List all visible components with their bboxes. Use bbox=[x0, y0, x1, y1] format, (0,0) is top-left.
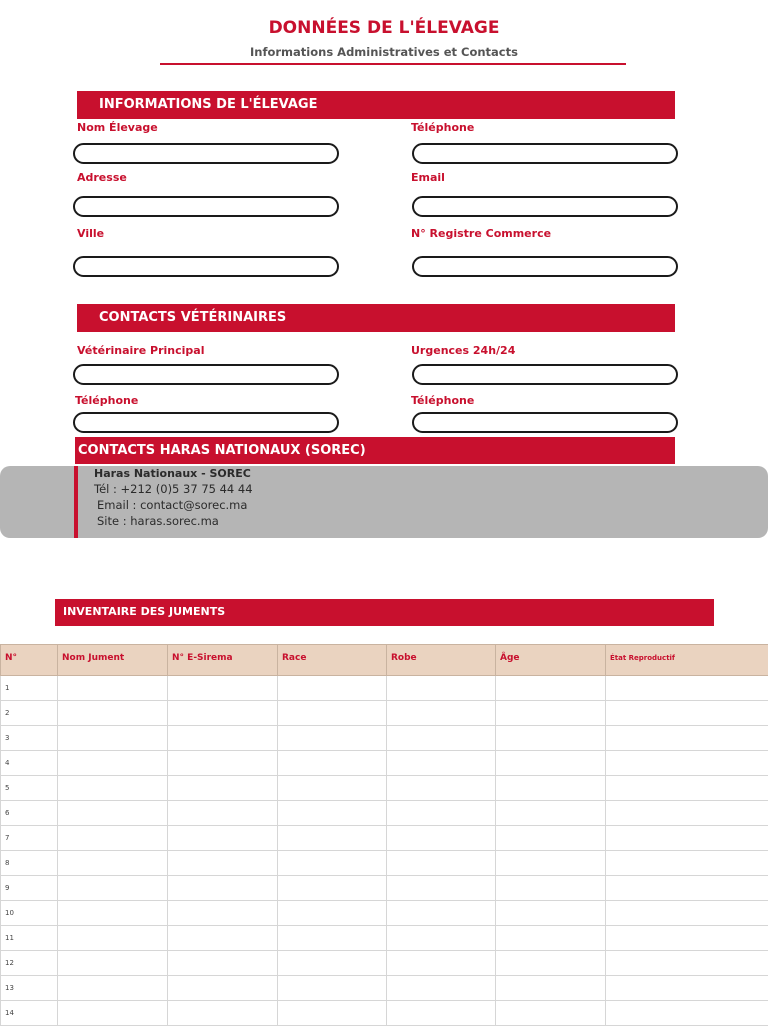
sorec-telephone: Tél : +212 (0)5 37 75 44 44 bbox=[94, 482, 253, 496]
table-cell[interactable] bbox=[58, 826, 168, 851]
label-telephone-veterinaire: Téléphone bbox=[75, 394, 138, 407]
table-cell[interactable] bbox=[278, 901, 387, 926]
table-cell[interactable] bbox=[58, 976, 168, 1001]
row-number: 4 bbox=[1, 751, 58, 776]
page-title: DONNÉES DE L'ÉLEVAGE bbox=[0, 18, 768, 38]
table-cell[interactable] bbox=[58, 851, 168, 876]
section-heading-elevage: INFORMATIONS DE L'ÉLEVAGE bbox=[77, 91, 675, 119]
row-number: 5 bbox=[1, 776, 58, 801]
label-nom-elevage: Nom Élevage bbox=[77, 121, 158, 134]
table-cell[interactable] bbox=[496, 726, 606, 751]
table-cell[interactable] bbox=[168, 876, 278, 901]
table-cell[interactable] bbox=[496, 901, 606, 926]
table-row bbox=[1, 726, 768, 751]
table-row bbox=[1, 976, 768, 1001]
table-cell[interactable] bbox=[496, 751, 606, 776]
table-cell[interactable] bbox=[58, 676, 168, 701]
table-cell[interactable] bbox=[278, 676, 387, 701]
table-cell[interactable] bbox=[168, 701, 278, 726]
row-number: 11 bbox=[1, 926, 58, 951]
table-cell[interactable] bbox=[278, 801, 387, 826]
table-cell[interactable] bbox=[496, 826, 606, 851]
email-field[interactable] bbox=[412, 196, 678, 217]
table-cell[interactable] bbox=[496, 926, 606, 951]
table-row bbox=[1, 876, 768, 901]
table-cell[interactable] bbox=[606, 676, 768, 701]
table-cell[interactable] bbox=[606, 876, 768, 901]
row-number: 2 bbox=[1, 701, 58, 726]
column-header-age: Âge bbox=[496, 645, 606, 676]
table-cell[interactable] bbox=[58, 701, 168, 726]
table-cell[interactable] bbox=[606, 751, 768, 776]
table-row bbox=[1, 826, 768, 851]
table-cell[interactable] bbox=[387, 676, 496, 701]
table-cell[interactable] bbox=[278, 876, 387, 901]
label-registre-commerce: N° Registre Commerce bbox=[411, 227, 551, 240]
page-subtitle: Informations Administratives et Contacts bbox=[0, 45, 768, 59]
column-header-nom-jument: Nom Jument bbox=[58, 645, 168, 676]
table-cell[interactable] bbox=[496, 801, 606, 826]
row-number: 13 bbox=[1, 976, 58, 1001]
row-number: 10 bbox=[1, 901, 58, 926]
row-number: 14 bbox=[1, 1001, 58, 1026]
table-cell[interactable] bbox=[606, 851, 768, 876]
title-divider bbox=[160, 63, 626, 65]
table-cell[interactable] bbox=[606, 901, 768, 926]
table-cell[interactable] bbox=[58, 926, 168, 951]
row-number: 9 bbox=[1, 876, 58, 901]
table-cell[interactable] bbox=[168, 1001, 278, 1026]
label-telephone-elevage: Téléphone bbox=[411, 121, 474, 134]
section-heading-veterinaires: CONTACTS VÉTÉRINAIRES bbox=[77, 304, 675, 332]
label-ville: Ville bbox=[77, 227, 104, 240]
table-cell[interactable] bbox=[387, 951, 496, 976]
column-header-etat-reproductif: État Reproductif bbox=[606, 645, 768, 676]
table-cell[interactable] bbox=[58, 751, 168, 776]
table-cell[interactable] bbox=[278, 726, 387, 751]
table-cell[interactable] bbox=[387, 726, 496, 751]
row-number: 8 bbox=[1, 851, 58, 876]
table-row bbox=[1, 801, 768, 826]
row-number: 6 bbox=[1, 801, 58, 826]
telephone-elevage-field[interactable] bbox=[412, 143, 678, 164]
table-cell[interactable] bbox=[168, 801, 278, 826]
table-cell[interactable] bbox=[58, 901, 168, 926]
section-heading-sorec: CONTACTS HARAS NATIONAUX (SOREC) bbox=[75, 437, 675, 464]
table-cell[interactable] bbox=[606, 926, 768, 951]
table-cell[interactable] bbox=[496, 676, 606, 701]
table-cell[interactable] bbox=[606, 801, 768, 826]
table-cell[interactable] bbox=[387, 801, 496, 826]
table-cell[interactable] bbox=[606, 776, 768, 801]
veterinaire-principal-field[interactable] bbox=[73, 364, 339, 385]
table-cell[interactable] bbox=[168, 851, 278, 876]
table-cell[interactable] bbox=[606, 951, 768, 976]
table-cell[interactable] bbox=[168, 951, 278, 976]
table-cell[interactable] bbox=[168, 776, 278, 801]
table-cell[interactable] bbox=[168, 726, 278, 751]
table-cell[interactable] bbox=[387, 701, 496, 726]
adresse-field[interactable] bbox=[73, 196, 339, 217]
table-row bbox=[1, 901, 768, 926]
table-cell[interactable] bbox=[496, 701, 606, 726]
table-cell[interactable] bbox=[387, 826, 496, 851]
table-cell[interactable] bbox=[387, 776, 496, 801]
table-row bbox=[1, 926, 768, 951]
row-number: 7 bbox=[1, 826, 58, 851]
label-adresse: Adresse bbox=[77, 171, 127, 184]
table-cell[interactable] bbox=[278, 751, 387, 776]
table-cell[interactable] bbox=[387, 751, 496, 776]
table-cell[interactable] bbox=[58, 776, 168, 801]
column-header-e-sirema: N° E-Sirema bbox=[168, 645, 278, 676]
table-cell[interactable] bbox=[58, 876, 168, 901]
table-cell[interactable] bbox=[278, 776, 387, 801]
label-telephone-urgences: Téléphone bbox=[411, 394, 474, 407]
table-cell[interactable] bbox=[278, 976, 387, 1001]
table-cell[interactable] bbox=[278, 826, 387, 851]
section-heading-inventaire: INVENTAIRE DES JUMENTS bbox=[55, 599, 714, 626]
nom-elevage-field[interactable] bbox=[73, 143, 339, 164]
table-cell[interactable] bbox=[387, 1001, 496, 1026]
table-cell[interactable] bbox=[278, 926, 387, 951]
table-cell[interactable] bbox=[496, 776, 606, 801]
ville-field[interactable] bbox=[73, 256, 339, 277]
table-cell[interactable] bbox=[278, 951, 387, 976]
table-row bbox=[1, 701, 768, 726]
table-row bbox=[1, 776, 768, 801]
row-number: 1 bbox=[1, 676, 58, 701]
table-cell[interactable] bbox=[606, 976, 768, 1001]
registre-commerce-field[interactable] bbox=[412, 256, 678, 277]
table-cell[interactable] bbox=[387, 876, 496, 901]
sorec-site-link[interactable]: Site : haras.sorec.ma bbox=[97, 514, 219, 528]
table-cell[interactable] bbox=[496, 1001, 606, 1026]
urgences-field[interactable] bbox=[412, 364, 678, 385]
table-cell[interactable] bbox=[387, 851, 496, 876]
table-cell[interactable] bbox=[387, 901, 496, 926]
row-number: 3 bbox=[1, 726, 58, 751]
table-cell[interactable] bbox=[387, 926, 496, 951]
row-number: 12 bbox=[1, 951, 58, 976]
inventaire-table bbox=[0, 644, 768, 1026]
table-row bbox=[1, 1001, 768, 1026]
table-cell[interactable] bbox=[168, 901, 278, 926]
table-cell[interactable] bbox=[606, 726, 768, 751]
table-row bbox=[1, 751, 768, 776]
telephone-urgences-field[interactable] bbox=[412, 412, 678, 433]
table-cell[interactable] bbox=[387, 976, 496, 1001]
table-cell[interactable] bbox=[606, 701, 768, 726]
table-cell[interactable] bbox=[168, 926, 278, 951]
table-cell[interactable] bbox=[58, 951, 168, 976]
sorec-name: Haras Nationaux - SOREC bbox=[94, 467, 251, 480]
label-email: Email bbox=[411, 171, 445, 184]
table-cell[interactable] bbox=[606, 1001, 768, 1026]
table-header-row bbox=[1, 645, 768, 676]
table-cell[interactable] bbox=[496, 976, 606, 1001]
table-cell[interactable] bbox=[496, 951, 606, 976]
sorec-email-link[interactable]: Email : contact@sorec.ma bbox=[97, 498, 247, 512]
table-cell[interactable] bbox=[168, 676, 278, 701]
label-urgences: Urgences 24h/24 bbox=[411, 344, 515, 357]
table-cell[interactable] bbox=[58, 1001, 168, 1026]
table-cell[interactable] bbox=[496, 851, 606, 876]
column-header-numero: N° bbox=[1, 645, 58, 676]
table-row bbox=[1, 851, 768, 876]
table-cell[interactable] bbox=[168, 751, 278, 776]
label-veterinaire-principal: Vétérinaire Principal bbox=[77, 344, 204, 357]
sorec-card-accent bbox=[74, 466, 78, 538]
table-cell[interactable] bbox=[58, 801, 168, 826]
table-cell[interactable] bbox=[168, 826, 278, 851]
table-cell[interactable] bbox=[278, 701, 387, 726]
table-row bbox=[1, 951, 768, 976]
telephone-veterinaire-field[interactable] bbox=[73, 412, 339, 433]
table-row bbox=[1, 676, 768, 701]
table-cell[interactable] bbox=[278, 851, 387, 876]
table-cell[interactable] bbox=[58, 726, 168, 751]
column-header-race: Race bbox=[278, 645, 387, 676]
table-cell[interactable] bbox=[168, 976, 278, 1001]
column-header-robe: Robe bbox=[387, 645, 496, 676]
table-cell[interactable] bbox=[278, 1001, 387, 1026]
table-cell[interactable] bbox=[496, 876, 606, 901]
table-cell[interactable] bbox=[606, 826, 768, 851]
